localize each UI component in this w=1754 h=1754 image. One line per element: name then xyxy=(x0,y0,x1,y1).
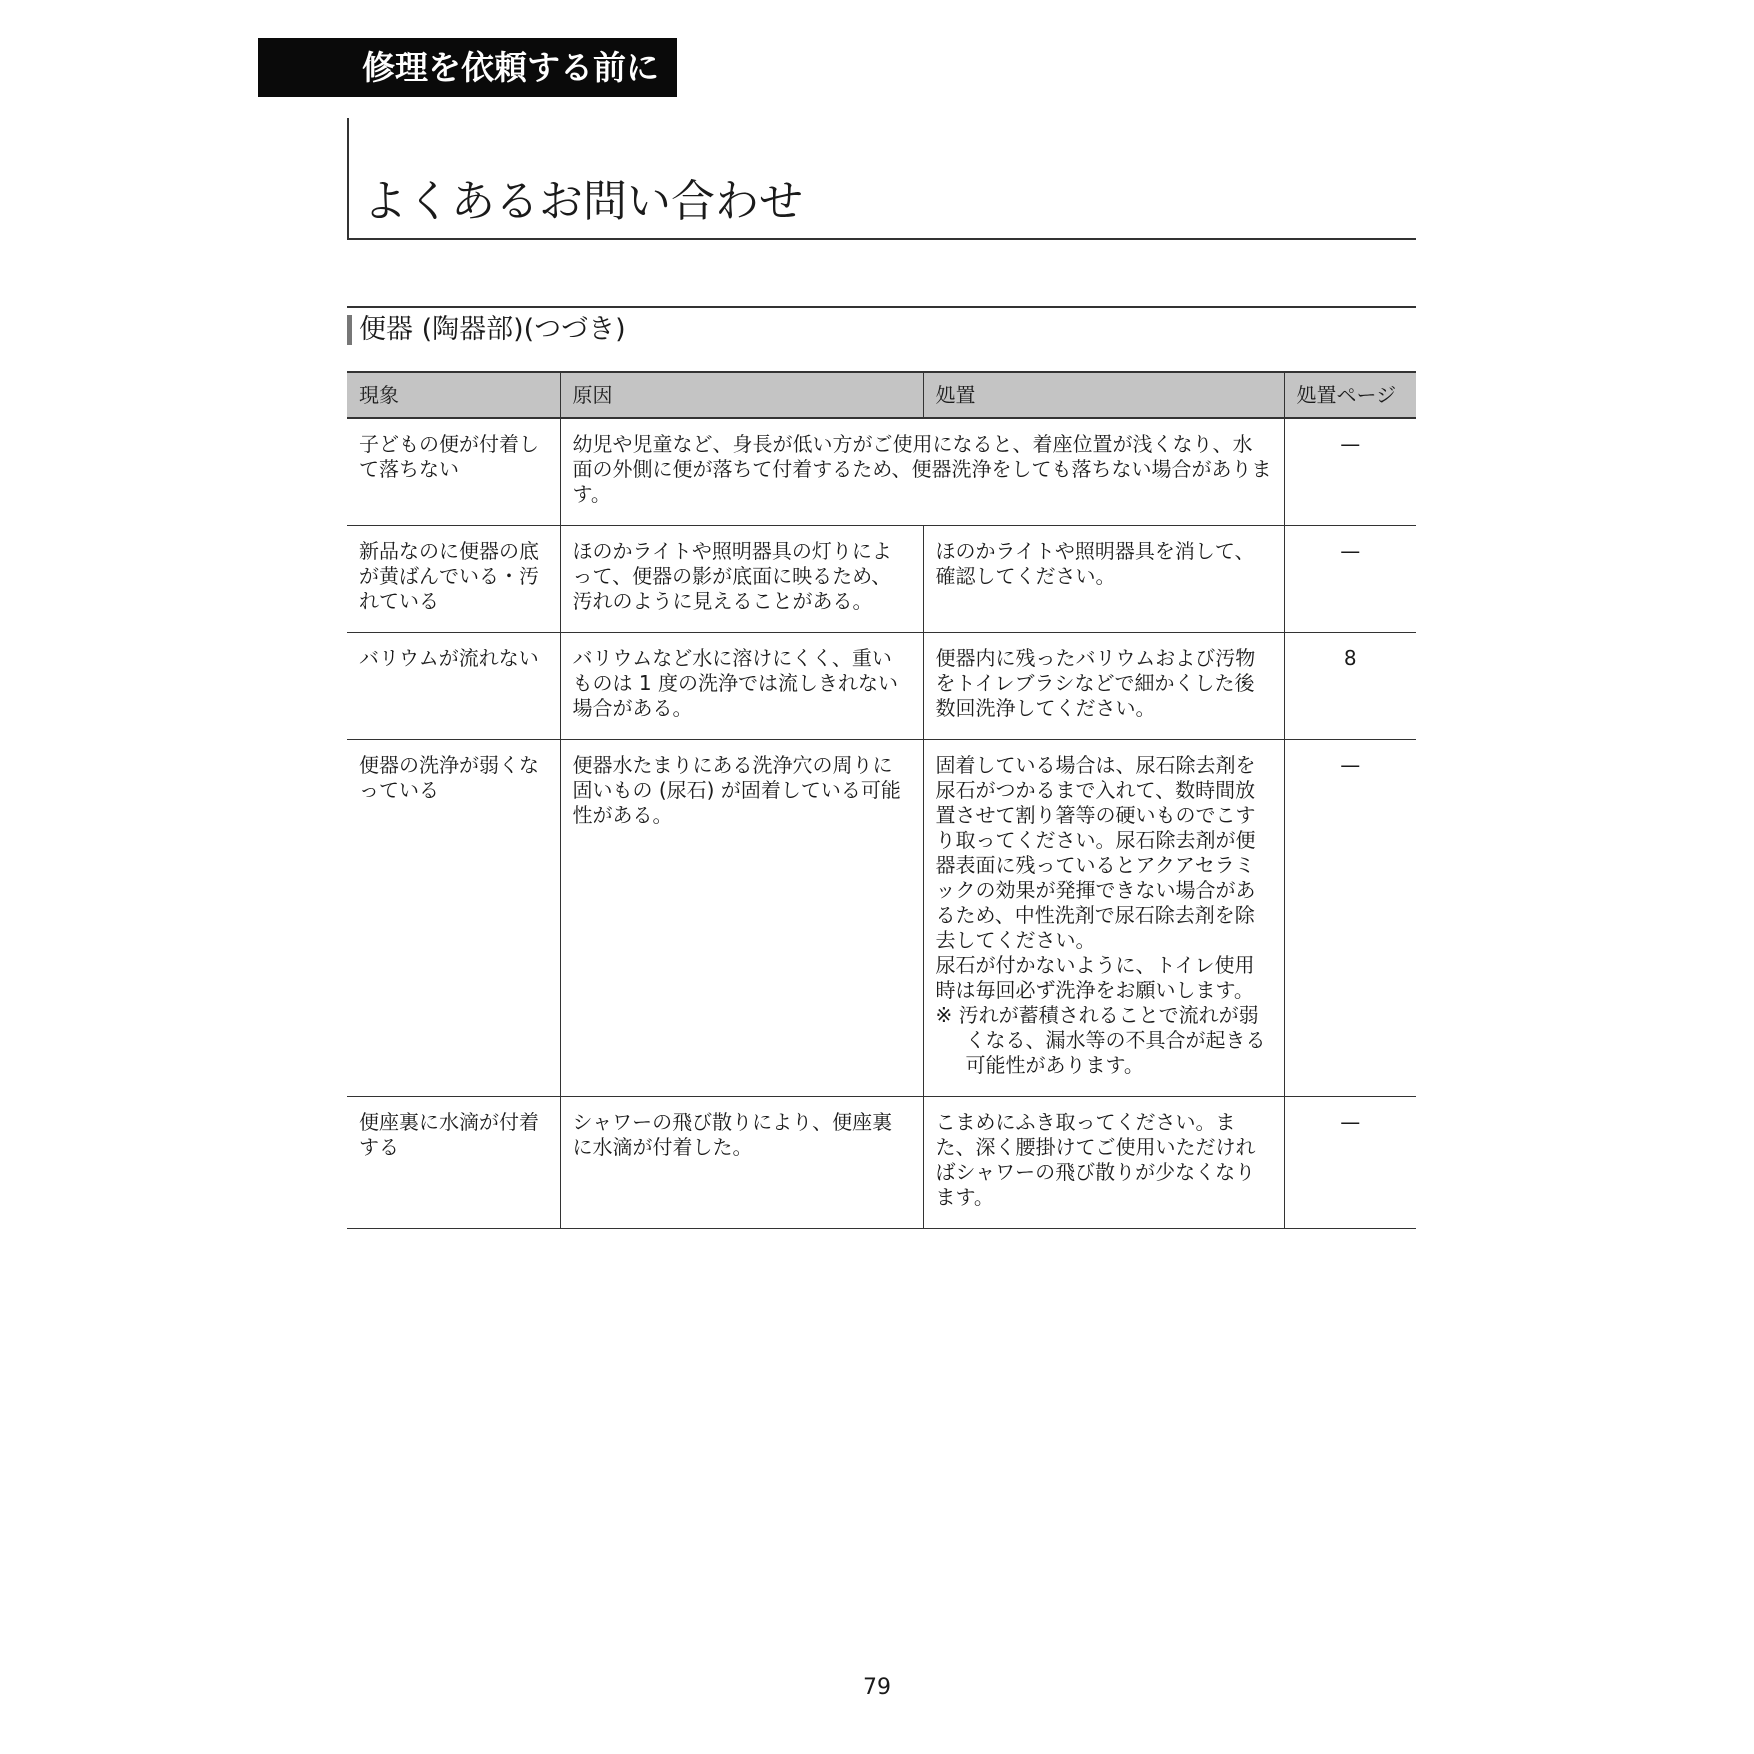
cell-action xyxy=(923,740,1284,1097)
chapter-label: 修理を依頼する前に xyxy=(362,48,659,87)
cell-cause: バリウムなど水に溶けにくく、重いものは 1 度の洗浄では流しきれない場合がある。 xyxy=(560,633,923,740)
action-note: ※ 汚れが蓄積されることで流れが弱くなる、漏水等の不具合が起きる可能性があります。 xyxy=(935,1003,1266,1077)
cell-phenomenon: バリウムが流れない xyxy=(347,633,560,740)
table-row xyxy=(347,526,1416,633)
table-row xyxy=(347,1097,1416,1229)
page-number: 79 xyxy=(863,1675,891,1700)
cell-phenomenon: 子どもの便が付着して落ちない xyxy=(347,418,560,526)
cell-cause: 便器水たまりにある洗浄穴の周りに固いもの (尿石) が固着している可能性がある。 xyxy=(560,740,923,1097)
title-rule-horizontal xyxy=(347,238,1416,240)
faq-table xyxy=(347,371,1416,1229)
table-header-row xyxy=(347,372,1416,418)
cell-action: ほのかライトや照明器具を消して、確認してください。 xyxy=(923,526,1284,633)
table-row xyxy=(347,740,1416,1097)
table-row xyxy=(347,633,1416,740)
section-marker xyxy=(347,315,352,345)
header-action: 処置 xyxy=(923,372,1284,418)
chapter-tab xyxy=(258,38,677,97)
cell-cause: ほのかライトや照明器具の灯りによって、便器の影が底面に映るため、汚れのように見えることがある。 xyxy=(560,526,923,633)
header-page: 処置ページ xyxy=(1284,372,1416,418)
table-row xyxy=(347,418,1416,526)
cell-cause: 幼児や児童など、身長が低い方がご使用になると、着座位置が浅くなり、水面の外側に便が落ちて付着するため、便器洗浄をしても落ちない場合があります。 xyxy=(560,418,1284,526)
cell-phenomenon: 便器の洗浄が弱くなっている xyxy=(347,740,560,1097)
action-extra-text: 尿石が付かないように、トイレ使用時は毎回必ず洗浄をお願いします。 xyxy=(935,953,1255,1002)
cell-page: — xyxy=(1284,418,1416,526)
cell-phenomenon: 便座裏に水滴が付着する xyxy=(347,1097,560,1229)
cell-action: こまめにふき取ってください。また、深く腰掛けてご使用いただければシャワーの飛び散りが少なくなります。 xyxy=(923,1097,1284,1229)
section-rule xyxy=(347,306,1416,308)
title-rule-vertical xyxy=(347,118,349,240)
cell-phenomenon: 新品なのに便器の底が黄ばんでいる・汚れている xyxy=(347,526,560,633)
cell-page: — xyxy=(1284,740,1416,1097)
header-cause: 原因 xyxy=(560,372,923,418)
action-text: 固着している場合は、尿石除去剤を尿石がつかるまで入れて、数時間放置させて割り箸等の硬いものでこすり取ってください。尿石除去剤が便器表面に残っているとアクアセラミックの効果が発揮できない場合があるため、中性洗剤で尿石除去剤を除去してください。 xyxy=(935,753,1256,952)
section-title: 便器 (陶器部)(つづき) xyxy=(359,314,626,345)
header-phenomenon: 現象 xyxy=(347,372,560,418)
page-title: よくあるお問い合わせ xyxy=(363,176,803,227)
cell-page: — xyxy=(1284,526,1416,633)
cell-cause: シャワーの飛び散りにより、便座裏に水滴が付着した。 xyxy=(560,1097,923,1229)
cell-action: 便器内に残ったバリウムおよび汚物をトイレブラシなどで細かくした後数回洗浄してください。 xyxy=(923,633,1284,740)
cell-page: — xyxy=(1284,1097,1416,1229)
cell-page: 8 xyxy=(1284,633,1416,740)
